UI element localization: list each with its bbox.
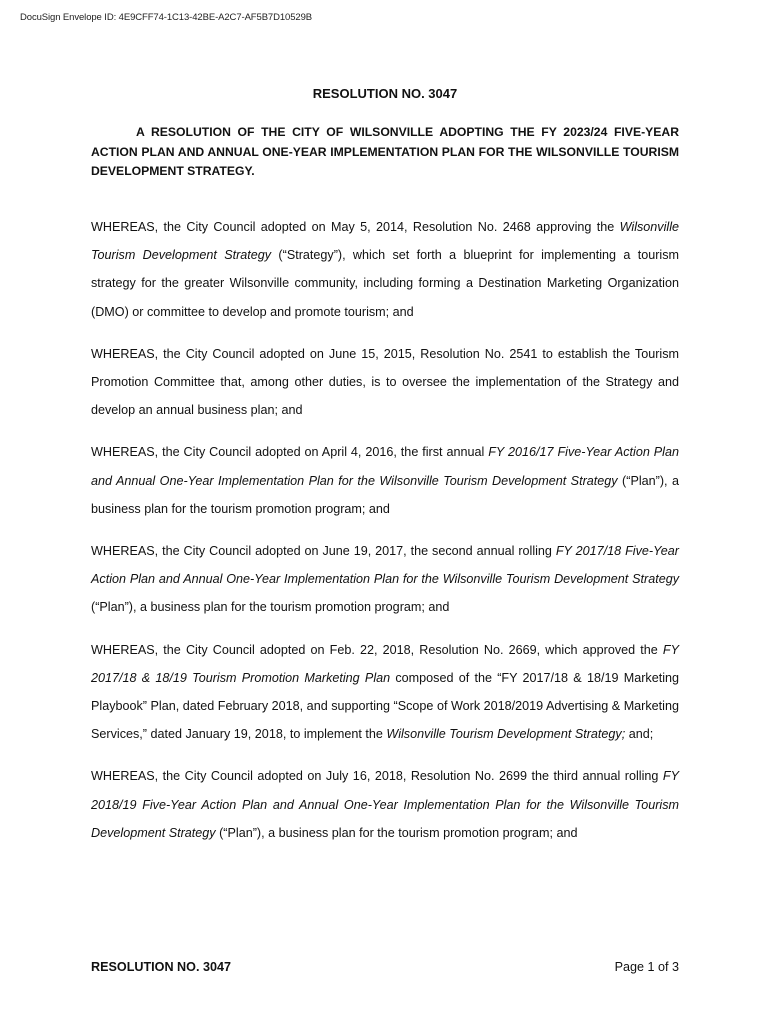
whereas-paragraph-6: WHEREAS, the City Council adopted on July 16, 2018, Resolution No. 2699 the third annual rolling FY 2018/19 Five-Year Action Plan and Annual One-Year Implementation Plan for the Wilsonville Tourism Development Strategy (“Plan”), a business plan for the tourism promotion program; and bbox=[91, 769, 679, 840]
whereas-paragraph-3: WHEREAS, the City Council adopted on April 4, 2016, the first annual FY 2016/17 Five-Year Action Plan and Annual One-Year Implementation Plan for the Wilsonville Tourism Development Strategy (“Plan”), a business plan for the tourism promotion program; and bbox=[91, 445, 680, 516]
resolution-body bbox=[91, 213, 679, 861]
whereas-paragraph-2: WHEREAS, the City Council adopted on June 15, 2015, Resolution No. 2541 to establish the Tourism Promotion Committee that, among other duties, is to oversee the implementation of the Strategy and develop an annual business plan; and bbox=[91, 346, 679, 418]
footer-resolution-number: RESOLUTION NO. 3047 bbox=[91, 960, 231, 974]
whereas-paragraph-1: WHEREAS, the City Council adopted on May 5, 2014, Resolution No. 2468 approving the Wilsonville Tourism Development Strategy (“Strategy”), which set forth a blueprint for implementing a tourism strategy for the greater Wilsonville community, including forming a Destination Marketing Organization (DMO) or committee to develop and promote tourism; and bbox=[91, 220, 679, 319]
resolution-heading: A RESOLUTION OF THE CITY OF WILSONVILLE ADOPTING THE FY 2023/24 FIVE-YEAR ACTION PLAN AND ANNUAL ONE-YEAR IMPLEMENTATION PLAN FOR THE WILSONVILLE TOURISM DEVELOPMENT STRATEGY. bbox=[91, 125, 679, 178]
resolution-title: RESOLUTION NO. 3047 bbox=[312, 86, 458, 101]
whereas-paragraph-4: WHEREAS, the City Council adopted on June 19, 2017, the second annual rolling FY 2017/18 Five-Year Action Plan and Annual One-Year Implementation Plan for the Wilsonville Tourism Development Strategy (“Plan”), a business plan for the tourism promotion program; and bbox=[91, 544, 679, 615]
footer-page-number: Page 1 of 3 bbox=[614, 960, 679, 974]
envelope-id: DocuSign Envelope ID: 4E9CFF74-1C13-42BE-A2C7-AF5B7D10529B bbox=[20, 12, 313, 23]
whereas-paragraph-5: WHEREAS, the City Council adopted on Feb. 22, 2018, Resolution No. 2669, which approved the FY 2017/18 & 18/19 Tourism Promotion Marketing Plan composed of the “FY 2017/18 & 18/19 Marketing Playbook” Plan, dated February 2018, and supporting “Scope of Work 2018/2019 Advertising & Marketing Services,” dated January 19, 2018, to implement the Wilsonville Tourism Development Strategy; and; bbox=[91, 642, 680, 742]
